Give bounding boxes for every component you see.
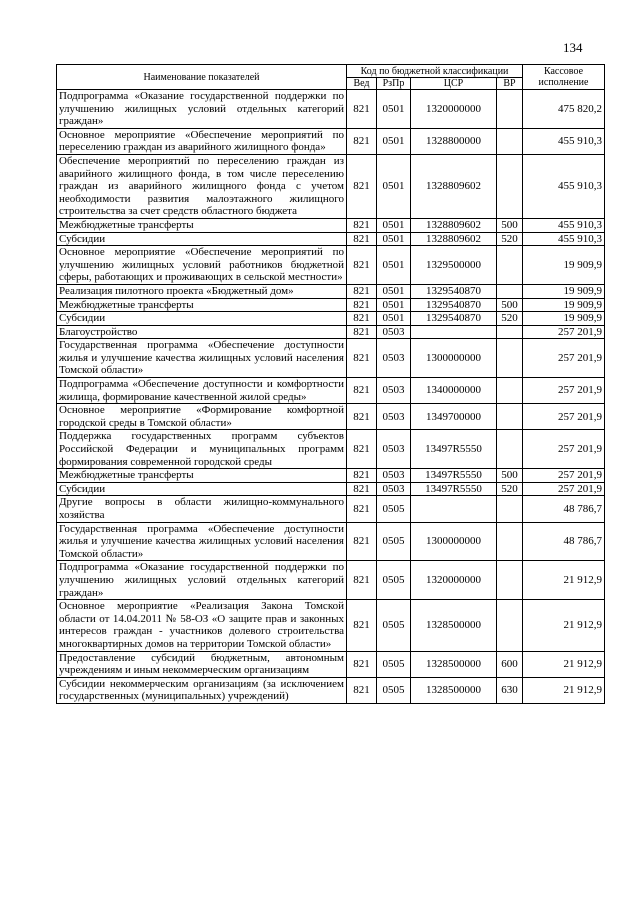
cell-csr [411,325,497,339]
table-row [57,312,605,326]
cell-amount: 48 786,7 [523,522,605,561]
cell-csr: 1340000000 [411,378,497,404]
table-row [57,232,605,246]
cell-csr: 1320000000 [411,561,497,600]
cell-csr: 1349700000 [411,404,497,430]
cell-vr [497,246,523,285]
header-amount: Кассовое исполнение [523,65,605,90]
table-row [57,600,605,651]
cell-name: Обеспечение мероприятий по переселению граждан из аварийного жилищного фонда, в том числе переселению граждан из аварийного жилищного фонда с учетом необходимости развития малоэтажного жилищного строительства за счет средств областного бюджета [57,154,347,218]
cell-ved: 821 [347,404,377,430]
cell-rzpr: 0505 [377,600,411,651]
table-row [57,284,605,298]
cell-ved: 821 [347,218,377,232]
cell-ved: 821 [347,128,377,154]
cell-amount: 257 201,9 [523,404,605,430]
cell-vr [497,284,523,298]
cell-rzpr: 0501 [377,284,411,298]
cell-ved: 821 [347,496,377,522]
cell-ved: 821 [347,312,377,326]
cell-csr: 1328809602 [411,154,497,218]
cell-ved: 821 [347,232,377,246]
cell-csr: 1329540870 [411,284,497,298]
cell-amount: 455 910,3 [523,232,605,246]
cell-amount: 455 910,3 [523,154,605,218]
cell-name: Основное мероприятие «Обеспечение мероприятий по улучшению жилищных условий работников бюджетной сферы, работающих и проживающих в сельской местности» [57,246,347,285]
cell-ved: 821 [347,651,377,677]
cell-amount: 257 201,9 [523,482,605,496]
cell-vr [497,522,523,561]
cell-csr: 1328500000 [411,677,497,703]
cell-name: Подпрограмма «Оказание государственной поддержки по улучшению жилищных условий отдельных категорий граждан» [57,90,347,129]
header-rzpr: РзПр [377,78,411,90]
cell-amount: 257 201,9 [523,378,605,404]
table-row [57,561,605,600]
cell-amount: 19 909,9 [523,298,605,312]
cell-name: Другие вопросы в области жилищно-коммунального хозяйства [57,496,347,522]
table-row [57,482,605,496]
cell-rzpr: 0503 [377,404,411,430]
cell-csr: 13497R5550 [411,469,497,483]
cell-vr: 500 [497,218,523,232]
cell-vr [497,154,523,218]
cell-csr: 1328500000 [411,651,497,677]
cell-ved: 821 [347,154,377,218]
cell-name: Подпрограмма «Оказание государственной поддержки по улучшению жилищных условий отдельных категорий граждан» [57,561,347,600]
cell-amount: 257 201,9 [523,325,605,339]
header-csr: ЦСР [411,78,497,90]
cell-name: Подпрограмма «Обеспечение доступности и комфортности жилища, формирование качественной жилой среды» [57,378,347,404]
cell-rzpr: 0501 [377,154,411,218]
cell-vr: 520 [497,312,523,326]
cell-csr: 1328809602 [411,218,497,232]
cell-name: Основное мероприятие «Обеспечение мероприятий по переселению граждан из аварийного жилищного фонда» [57,128,347,154]
cell-vr [497,496,523,522]
cell-amount: 475 820,2 [523,90,605,129]
cell-amount: 257 201,9 [523,430,605,469]
cell-amount: 257 201,9 [523,469,605,483]
cell-ved: 821 [347,469,377,483]
cell-rzpr: 0501 [377,218,411,232]
cell-rzpr: 0503 [377,325,411,339]
cell-rzpr: 0501 [377,128,411,154]
cell-csr: 1328500000 [411,600,497,651]
table-row [57,469,605,483]
table-row [57,154,605,218]
cell-csr: 1300000000 [411,339,497,378]
cell-csr: 13497R5550 [411,430,497,469]
table-row [57,430,605,469]
cell-vr [497,561,523,600]
cell-amount: 19 909,9 [523,246,605,285]
cell-csr: 1329540870 [411,312,497,326]
cell-rzpr: 0501 [377,312,411,326]
table-row [57,90,605,129]
cell-name: Субсидии некоммерческим организациям (за исключением государственных (муниципальных) учреждений) [57,677,347,703]
cell-name: Реализация пилотного проекта «Бюджетный дом» [57,284,347,298]
cell-rzpr: 0505 [377,522,411,561]
cell-ved: 821 [347,325,377,339]
cell-name: Межбюджетные трансферты [57,469,347,483]
cell-amount: 21 912,9 [523,677,605,703]
table-body [57,90,605,704]
table-row [57,218,605,232]
table-row [57,677,605,703]
header-vr: ВР [497,78,523,90]
cell-amount: 257 201,9 [523,339,605,378]
cell-name: Поддержка государственных программ субъектов Российской Федерации и муниципальных программ формирования современной городской среды [57,430,347,469]
cell-amount: 21 912,9 [523,561,605,600]
cell-vr [497,600,523,651]
cell-vr [497,404,523,430]
cell-csr: 1329540870 [411,298,497,312]
cell-name: Субсидии [57,232,347,246]
cell-csr: 1328800000 [411,128,497,154]
header-code-group: Код по бюджетной классификации [347,65,523,78]
cell-rzpr: 0505 [377,651,411,677]
cell-vr [497,325,523,339]
cell-rzpr: 0501 [377,298,411,312]
cell-ved: 821 [347,284,377,298]
cell-amount: 21 912,9 [523,651,605,677]
cell-vr: 600 [497,651,523,677]
cell-rzpr: 0505 [377,677,411,703]
cell-vr: 500 [497,298,523,312]
cell-rzpr: 0501 [377,232,411,246]
cell-vr: 520 [497,482,523,496]
cell-amount: 48 786,7 [523,496,605,522]
cell-name: Субсидии [57,312,347,326]
cell-rzpr: 0501 [377,90,411,129]
cell-rzpr: 0501 [377,246,411,285]
cell-vr [497,378,523,404]
cell-vr: 520 [497,232,523,246]
cell-ved: 821 [347,298,377,312]
cell-name: Межбюджетные трансферты [57,218,347,232]
cell-ved: 821 [347,600,377,651]
cell-vr: 630 [497,677,523,703]
cell-rzpr: 0503 [377,339,411,378]
table-row [57,246,605,285]
cell-rzpr: 0503 [377,482,411,496]
cell-amount: 455 910,3 [523,218,605,232]
cell-ved: 821 [347,246,377,285]
table-row [57,298,605,312]
cell-ved: 821 [347,482,377,496]
cell-name: Предоставление субсидий бюджетным, автономным учреждениям и иным некоммерческим организациям [57,651,347,677]
table-row [57,378,605,404]
cell-csr: 1300000000 [411,522,497,561]
table-row [57,325,605,339]
cell-amount: 19 909,9 [523,312,605,326]
budget-execution-table [56,64,605,704]
header-name: Наименование показателей [57,65,347,90]
cell-ved: 821 [347,522,377,561]
cell-vr [497,128,523,154]
cell-rzpr: 0503 [377,430,411,469]
cell-name: Благоустройство [57,325,347,339]
cell-ved: 821 [347,90,377,129]
cell-csr: 1329500000 [411,246,497,285]
cell-csr: 1320000000 [411,90,497,129]
cell-amount: 19 909,9 [523,284,605,298]
cell-rzpr: 0505 [377,561,411,600]
table-row [57,128,605,154]
cell-ved: 821 [347,430,377,469]
cell-ved: 821 [347,378,377,404]
cell-vr [497,90,523,129]
cell-name: Основное мероприятие «Формирование комфортной городской среды в Томской области» [57,404,347,430]
cell-name: Государственная программа «Обеспечение доступности жилья и улучшение качества жилищных условий населения Томской области» [57,522,347,561]
cell-name: Межбюджетные трансферты [57,298,347,312]
cell-vr: 500 [497,469,523,483]
cell-ved: 821 [347,561,377,600]
cell-csr: 1328809602 [411,232,497,246]
cell-amount: 21 912,9 [523,600,605,651]
cell-csr: 13497R5550 [411,482,497,496]
cell-ved: 821 [347,339,377,378]
cell-rzpr: 0503 [377,378,411,404]
cell-csr [411,496,497,522]
cell-name: Основное мероприятие «Реализация Закона Томской области от 14.04.2011 № 58-ОЗ «О защите прав и законных интересов граждан - участников долевого строительства многоквартирных домов на территории Томской области» [57,600,347,651]
table-row [57,651,605,677]
cell-vr [497,430,523,469]
table-row [57,339,605,378]
cell-vr [497,339,523,378]
header-ved: Вед [347,78,377,90]
cell-name: Государственная программа «Обеспечение доступности жилья и улучшение качества жилищных условий населения Томской области» [57,339,347,378]
cell-amount: 455 910,3 [523,128,605,154]
page-number: 134 [563,40,583,55]
table-row [57,496,605,522]
cell-ved: 821 [347,677,377,703]
table-row [57,404,605,430]
table-row [57,522,605,561]
cell-rzpr: 0503 [377,469,411,483]
cell-name: Субсидии [57,482,347,496]
cell-rzpr: 0505 [377,496,411,522]
